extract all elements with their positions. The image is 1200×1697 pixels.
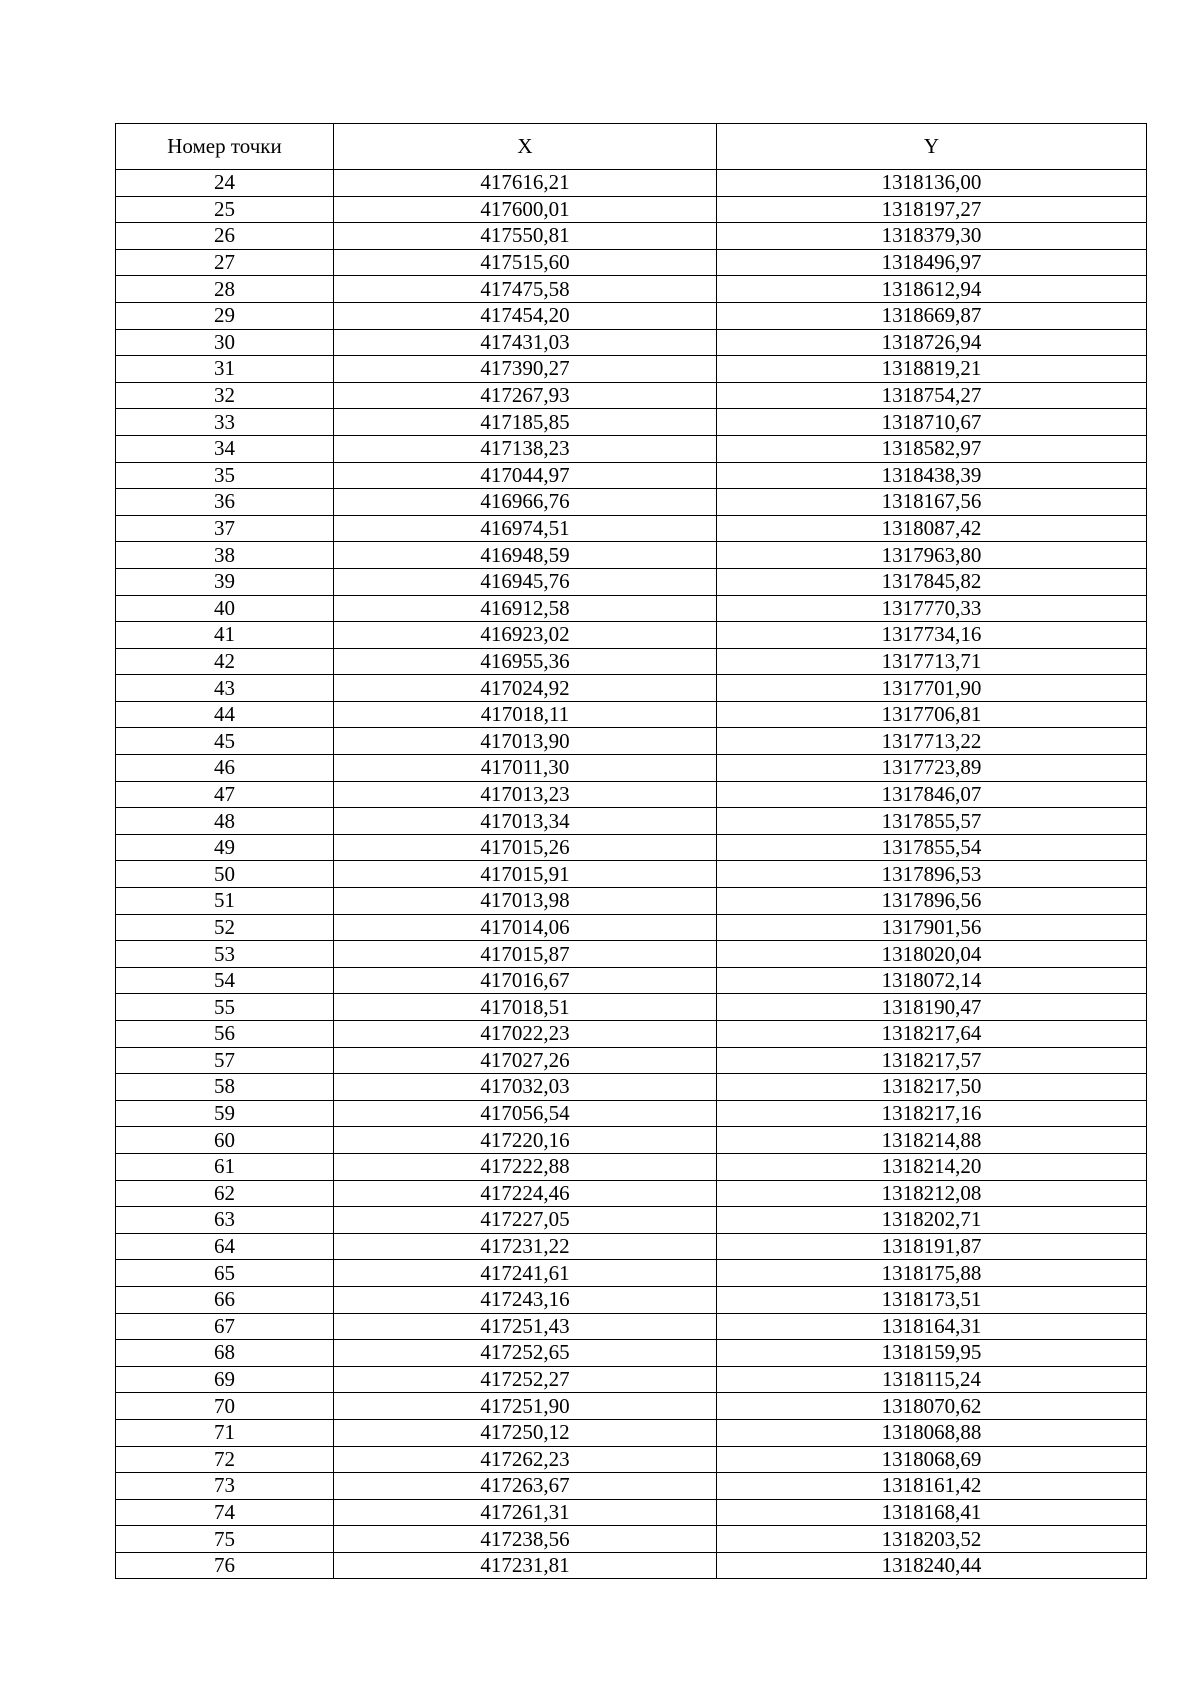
cell-y: 1318214,20 <box>717 1153 1147 1180</box>
cell-y: 1317713,22 <box>717 728 1147 755</box>
table-row <box>116 1499 1147 1526</box>
cell-y: 1318819,21 <box>717 356 1147 383</box>
cell-x: 417231,81 <box>334 1552 717 1579</box>
cell-x: 416945,76 <box>334 568 717 595</box>
coordinates-table <box>115 123 1147 1579</box>
cell-y: 1318710,67 <box>717 409 1147 436</box>
table-row <box>116 834 1147 861</box>
cell-point-number: 59 <box>116 1100 334 1127</box>
cell-x: 417013,98 <box>334 888 717 915</box>
table-row <box>116 1180 1147 1207</box>
cell-point-number: 45 <box>116 728 334 755</box>
cell-point-number: 28 <box>116 276 334 303</box>
cell-point-number: 55 <box>116 994 334 1021</box>
cell-y: 1318212,08 <box>717 1180 1147 1207</box>
cell-point-number: 26 <box>116 223 334 250</box>
cell-x: 417016,67 <box>334 967 717 994</box>
cell-y: 1317706,81 <box>717 701 1147 728</box>
table-row <box>116 542 1147 569</box>
table-row <box>116 462 1147 489</box>
cell-point-number: 40 <box>116 595 334 622</box>
cell-x: 417231,22 <box>334 1233 717 1260</box>
table-row <box>116 1074 1147 1101</box>
table-row <box>116 914 1147 941</box>
cell-point-number: 36 <box>116 489 334 516</box>
cell-point-number: 48 <box>116 808 334 835</box>
cell-y: 1317770,33 <box>717 595 1147 622</box>
table-row <box>116 941 1147 968</box>
cell-point-number: 30 <box>116 329 334 356</box>
cell-y: 1318168,41 <box>717 1499 1147 1526</box>
cell-x: 417252,27 <box>334 1366 717 1393</box>
cell-y: 1318217,50 <box>717 1074 1147 1101</box>
table-row <box>116 728 1147 755</box>
header-y: Y <box>717 124 1147 170</box>
cell-x: 417261,31 <box>334 1499 717 1526</box>
cell-point-number: 58 <box>116 1074 334 1101</box>
table-row <box>116 249 1147 276</box>
cell-y: 1318217,64 <box>717 1021 1147 1048</box>
cell-y: 1318379,30 <box>717 223 1147 250</box>
cell-point-number: 33 <box>116 409 334 436</box>
table-row <box>116 1340 1147 1367</box>
cell-y: 1318115,24 <box>717 1366 1147 1393</box>
cell-point-number: 25 <box>116 196 334 223</box>
cell-y: 1317723,89 <box>717 755 1147 782</box>
cell-y: 1318754,27 <box>717 382 1147 409</box>
cell-y: 1318068,69 <box>717 1446 1147 1473</box>
cell-x: 417015,91 <box>334 861 717 888</box>
cell-x: 417032,03 <box>334 1074 717 1101</box>
cell-y: 1317901,56 <box>717 914 1147 941</box>
table-row <box>116 967 1147 994</box>
cell-point-number: 74 <box>116 1499 334 1526</box>
cell-point-number: 66 <box>116 1286 334 1313</box>
cell-y: 1318197,27 <box>717 196 1147 223</box>
cell-y: 1317896,53 <box>717 861 1147 888</box>
cell-x: 417018,51 <box>334 994 717 1021</box>
cell-point-number: 43 <box>116 675 334 702</box>
cell-point-number: 57 <box>116 1047 334 1074</box>
cell-y: 1318582,97 <box>717 435 1147 462</box>
cell-point-number: 62 <box>116 1180 334 1207</box>
table-row <box>116 1552 1147 1579</box>
cell-x: 417251,90 <box>334 1393 717 1420</box>
cell-x: 417011,30 <box>334 755 717 782</box>
cell-y: 1318087,42 <box>717 515 1147 542</box>
table-row <box>116 675 1147 702</box>
cell-point-number: 39 <box>116 568 334 595</box>
cell-y: 1317855,54 <box>717 834 1147 861</box>
cell-y: 1318202,71 <box>717 1207 1147 1234</box>
cell-x: 417224,46 <box>334 1180 717 1207</box>
cell-x: 416912,58 <box>334 595 717 622</box>
cell-point-number: 31 <box>116 356 334 383</box>
cell-y: 1317845,82 <box>717 568 1147 595</box>
table-row <box>116 1260 1147 1287</box>
table-header-row <box>116 124 1147 170</box>
table-row <box>116 1366 1147 1393</box>
cell-x: 417600,01 <box>334 196 717 223</box>
header-x: X <box>334 124 717 170</box>
cell-x: 417454,20 <box>334 302 717 329</box>
cell-point-number: 76 <box>116 1552 334 1579</box>
table-row <box>116 489 1147 516</box>
cell-x: 417044,97 <box>334 462 717 489</box>
table-row <box>116 568 1147 595</box>
cell-point-number: 67 <box>116 1313 334 1340</box>
cell-y: 1318217,16 <box>717 1100 1147 1127</box>
cell-y: 1318068,88 <box>717 1419 1147 1446</box>
cell-x: 417515,60 <box>334 249 717 276</box>
cell-x: 417262,23 <box>334 1446 717 1473</box>
cell-point-number: 49 <box>116 834 334 861</box>
cell-y: 1318070,62 <box>717 1393 1147 1420</box>
cell-point-number: 73 <box>116 1473 334 1500</box>
cell-point-number: 53 <box>116 941 334 968</box>
cell-x: 416966,76 <box>334 489 717 516</box>
cell-y: 1318159,95 <box>717 1340 1147 1367</box>
table-row <box>116 1393 1147 1420</box>
table-row <box>116 1313 1147 1340</box>
cell-point-number: 47 <box>116 781 334 808</box>
table-row <box>116 701 1147 728</box>
cell-y: 1318240,44 <box>717 1552 1147 1579</box>
cell-x: 417220,16 <box>334 1127 717 1154</box>
cell-x: 417013,23 <box>334 781 717 808</box>
table-row <box>116 1153 1147 1180</box>
table-row <box>116 1419 1147 1446</box>
table-row <box>116 223 1147 250</box>
table-row <box>116 888 1147 915</box>
cell-x: 417250,12 <box>334 1419 717 1446</box>
cell-x: 416974,51 <box>334 515 717 542</box>
table-row <box>116 1100 1147 1127</box>
cell-x: 417263,67 <box>334 1473 717 1500</box>
table-row <box>116 1021 1147 1048</box>
cell-point-number: 56 <box>116 1021 334 1048</box>
cell-point-number: 51 <box>116 888 334 915</box>
table-row <box>116 356 1147 383</box>
cell-y: 1317734,16 <box>717 622 1147 649</box>
table-row <box>116 409 1147 436</box>
cell-point-number: 46 <box>116 755 334 782</box>
cell-point-number: 70 <box>116 1393 334 1420</box>
cell-y: 1318438,39 <box>717 462 1147 489</box>
cell-point-number: 63 <box>116 1207 334 1234</box>
cell-y: 1318496,97 <box>717 249 1147 276</box>
cell-point-number: 52 <box>116 914 334 941</box>
cell-y: 1317846,07 <box>717 781 1147 808</box>
table-row <box>116 1233 1147 1260</box>
cell-point-number: 75 <box>116 1526 334 1553</box>
table-row <box>116 1047 1147 1074</box>
cell-y: 1318072,14 <box>717 967 1147 994</box>
cell-x: 417251,43 <box>334 1313 717 1340</box>
table-row <box>116 994 1147 1021</box>
table-row <box>116 595 1147 622</box>
table-row <box>116 648 1147 675</box>
cell-point-number: 32 <box>116 382 334 409</box>
table-row <box>116 515 1147 542</box>
cell-x: 416923,02 <box>334 622 717 649</box>
cell-point-number: 54 <box>116 967 334 994</box>
cell-y: 1318164,31 <box>717 1313 1147 1340</box>
cell-y: 1318173,51 <box>717 1286 1147 1313</box>
cell-point-number: 27 <box>116 249 334 276</box>
cell-x: 417138,23 <box>334 435 717 462</box>
cell-point-number: 65 <box>116 1260 334 1287</box>
table-row <box>116 1207 1147 1234</box>
table-row <box>116 1526 1147 1553</box>
cell-x: 417013,34 <box>334 808 717 835</box>
cell-y: 1317713,71 <box>717 648 1147 675</box>
cell-y: 1318136,00 <box>717 170 1147 197</box>
table-row <box>116 435 1147 462</box>
cell-x: 417014,06 <box>334 914 717 941</box>
cell-y: 1318175,88 <box>717 1260 1147 1287</box>
cell-y: 1318217,57 <box>717 1047 1147 1074</box>
cell-point-number: 71 <box>116 1419 334 1446</box>
cell-x: 417390,27 <box>334 356 717 383</box>
cell-point-number: 44 <box>116 701 334 728</box>
cell-y: 1318726,94 <box>717 329 1147 356</box>
table-row <box>116 302 1147 329</box>
table-row <box>116 622 1147 649</box>
header-point-number: Номер точки <box>116 124 334 170</box>
cell-point-number: 68 <box>116 1340 334 1367</box>
table-body <box>116 170 1147 1579</box>
cell-point-number: 64 <box>116 1233 334 1260</box>
cell-point-number: 38 <box>116 542 334 569</box>
cell-y: 1318203,52 <box>717 1526 1147 1553</box>
table-row <box>116 1446 1147 1473</box>
cell-point-number: 50 <box>116 861 334 888</box>
cell-x: 417018,11 <box>334 701 717 728</box>
cell-x: 417243,16 <box>334 1286 717 1313</box>
cell-point-number: 72 <box>116 1446 334 1473</box>
cell-x: 416955,36 <box>334 648 717 675</box>
cell-x: 417027,26 <box>334 1047 717 1074</box>
cell-x: 417056,54 <box>334 1100 717 1127</box>
cell-y: 1318669,87 <box>717 302 1147 329</box>
table-row <box>116 196 1147 223</box>
table-row <box>116 329 1147 356</box>
cell-point-number: 61 <box>116 1153 334 1180</box>
cell-x: 417431,03 <box>334 329 717 356</box>
cell-x: 416948,59 <box>334 542 717 569</box>
cell-y: 1318190,47 <box>717 994 1147 1021</box>
table-row <box>116 170 1147 197</box>
cell-point-number: 29 <box>116 302 334 329</box>
table-row <box>116 808 1147 835</box>
cell-x: 417227,05 <box>334 1207 717 1234</box>
table-row <box>116 1286 1147 1313</box>
cell-point-number: 34 <box>116 435 334 462</box>
cell-x: 417015,26 <box>334 834 717 861</box>
cell-x: 417024,92 <box>334 675 717 702</box>
table-row <box>116 755 1147 782</box>
table-row <box>116 276 1147 303</box>
cell-point-number: 35 <box>116 462 334 489</box>
cell-x: 417241,61 <box>334 1260 717 1287</box>
cell-y: 1318167,56 <box>717 489 1147 516</box>
cell-y: 1318214,88 <box>717 1127 1147 1154</box>
cell-y: 1318612,94 <box>717 276 1147 303</box>
cell-point-number: 24 <box>116 170 334 197</box>
table-row <box>116 781 1147 808</box>
table-row <box>116 1127 1147 1154</box>
cell-x: 417238,56 <box>334 1526 717 1553</box>
cell-y: 1317896,56 <box>717 888 1147 915</box>
cell-point-number: 42 <box>116 648 334 675</box>
cell-y: 1318161,42 <box>717 1473 1147 1500</box>
cell-x: 417616,21 <box>334 170 717 197</box>
cell-y: 1317963,80 <box>717 542 1147 569</box>
table-row <box>116 382 1147 409</box>
cell-x: 417015,87 <box>334 941 717 968</box>
cell-x: 417222,88 <box>334 1153 717 1180</box>
cell-y: 1318191,87 <box>717 1233 1147 1260</box>
cell-x: 417022,23 <box>334 1021 717 1048</box>
cell-point-number: 37 <box>116 515 334 542</box>
cell-x: 417550,81 <box>334 223 717 250</box>
table-header <box>116 124 1147 170</box>
cell-x: 417013,90 <box>334 728 717 755</box>
table-row <box>116 861 1147 888</box>
cell-point-number: 41 <box>116 622 334 649</box>
cell-point-number: 60 <box>116 1127 334 1154</box>
table-row <box>116 1473 1147 1500</box>
cell-y: 1318020,04 <box>717 941 1147 968</box>
cell-x: 417252,65 <box>334 1340 717 1367</box>
cell-x: 417475,58 <box>334 276 717 303</box>
cell-x: 417185,85 <box>334 409 717 436</box>
cell-point-number: 69 <box>116 1366 334 1393</box>
cell-y: 1317701,90 <box>717 675 1147 702</box>
cell-x: 417267,93 <box>334 382 717 409</box>
cell-y: 1317855,57 <box>717 808 1147 835</box>
